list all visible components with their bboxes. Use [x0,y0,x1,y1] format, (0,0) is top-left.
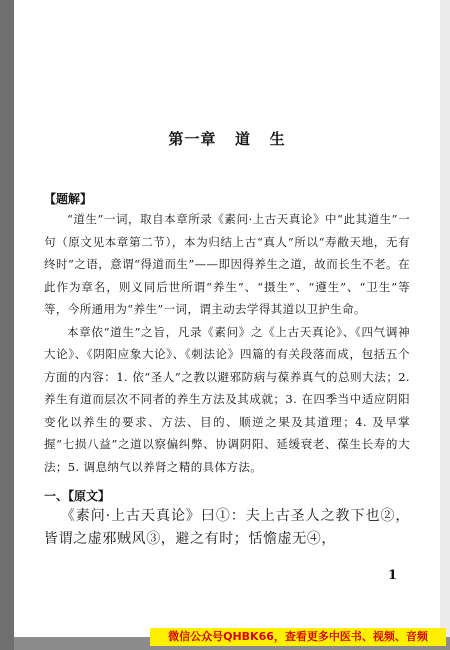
page-number: 1 [388,568,398,583]
section-heading-tijie: 【题解】 [44,192,93,206]
introduction-text [44,208,410,478]
paragraph: 本章依“道生”之旨，凡录《素问》之《上古天真论》、《四气调神大论》、《阴阳应象大论》、《刺法论》四篇的有关段落而成，包括五个方面的内容：1. 依“圣人”之教以避邪防病与葆养真气的总则大法；2. 养生有道而层次不同者的养生方法及其成就；3. 在四季当中适应阴阳变化以养生的要求、方法、目的、顺逆之果及其道理；4. 及早掌握“七损八益”之道以察偏纠弊、协调阴阳、延缓衰老、葆生长寿的大法；5. 调息纳气以养肾之精的具体方法。 [44,324,410,474]
original-text [44,505,410,551]
paragraph: 《素问·上古天真论》曰①：夫上古圣人之教下也②，皆谓之虚邪贼风③，避之有时；恬憺虚无④， [44,508,410,547]
chapter-title: 第一章 道 生 [168,130,286,148]
viewer-right-margin [440,0,450,637]
paragraph: “道生”一词，取自本章所录《素问·上古天真论》中“此其道生”一句（原文见本章第二节），本为归结上古“真人”所以“寿敝天地，无有终时”之语，意谓“得道而生”——即因得养生之道，故而长生不老。在此作为章名，则义同后世所谓“养生”、“摄生”、“遵生”、“卫生”等等，今所通用为“养生”一词，谓主动去学得其道以卫护生命。 [44,212,410,316]
section-heading-yuanwen: 一、【原文】 [44,489,111,503]
watermark-banner: 微信公众号QHBK66，查看更多中医书、视频、音频 [150,628,446,646]
book-page [14,0,440,637]
viewer-left-border [0,0,14,650]
